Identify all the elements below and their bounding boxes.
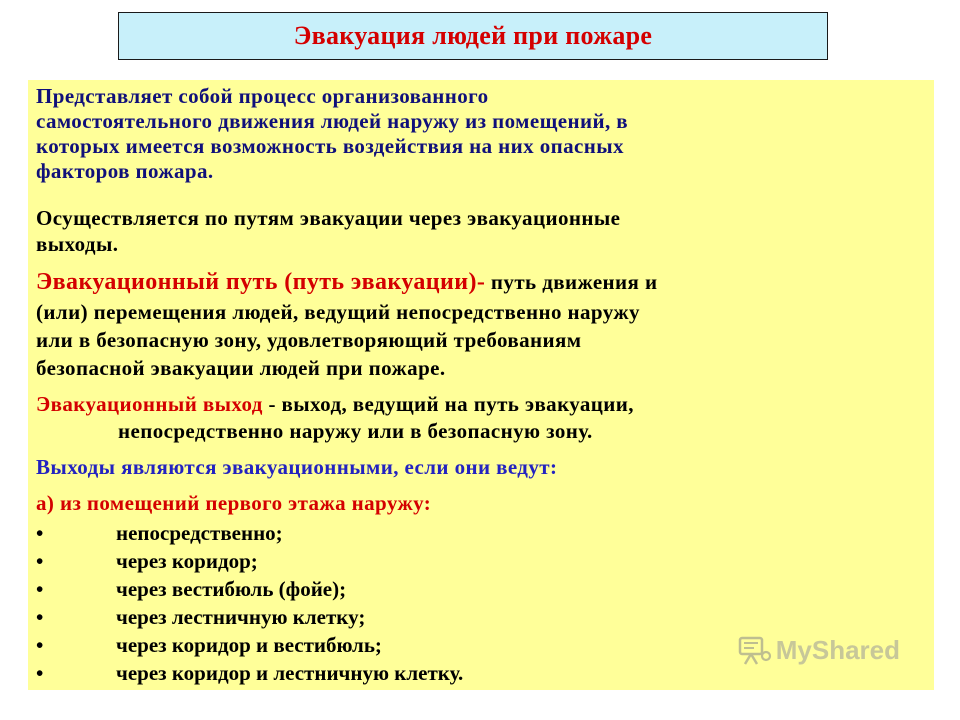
bullet-icon: • (36, 605, 44, 629)
projector-logo-icon (736, 636, 772, 666)
list-item-text: непосредственно; (116, 521, 283, 545)
para1-line: самостоятельного движения людей наружу из помещений, в (36, 109, 628, 133)
bullet-icon: • (36, 633, 44, 657)
watermark (736, 635, 900, 666)
para3-line: (или) перемещения людей, ведущий непосредственно наружу (36, 300, 640, 324)
para6: а) из помещений первого этажа наружу: (36, 491, 432, 515)
list-item-text: через коридор и лестничную клетку. (116, 661, 464, 685)
bullet-icon: • (36, 521, 44, 545)
watermark-text: MyShared (775, 635, 900, 665)
para1-line: которых имеется возможность воздействия на них опасных (36, 134, 624, 158)
para4-rest: - выход, ведущий на путь эвакуации, (262, 392, 634, 416)
para2-line: Осуществляется по путям эвакуации через эвакуационные (36, 206, 621, 230)
para3-line: безопасной эвакуации людей при пожаре. (36, 356, 446, 380)
list-item (36, 549, 258, 574)
list-item (36, 521, 283, 546)
evacuation-path-term: Эвакуационный путь (путь эвакуации)- (36, 269, 486, 295)
bullet-icon: • (36, 549, 44, 573)
para2-line: выходы. (36, 232, 119, 256)
para3-rest: путь движения и (485, 270, 658, 294)
list-item (36, 605, 365, 630)
bullet-icon: • (36, 577, 44, 601)
bullet-icon: • (36, 661, 44, 685)
list-item-text: через коридор; (116, 549, 258, 573)
para3-first-line (36, 270, 657, 295)
list-item (36, 661, 463, 686)
evacuation-exit-term: Эвакуационный выход (36, 392, 263, 416)
list-item (36, 577, 346, 602)
para5: Выходы являются эвакуационными, если они ведут: (36, 455, 558, 479)
content-panel (28, 80, 934, 690)
para4-first-line (36, 392, 634, 417)
list-item-text: через лестничную клетку; (116, 605, 366, 629)
para4-line2: непосредственно наружу или в безопасную зону. (118, 419, 593, 443)
list-item-text: через вестибюль (фойе); (116, 577, 347, 601)
para3-line: или в безопасную зону, удовлетворяющий требованиям (36, 328, 582, 352)
list-item-text: через коридор и вестибюль; (116, 633, 382, 657)
slide-title: Эвакуация людей при пожаре (293, 21, 653, 50)
para1-line: Представляет собой процесс организованного (36, 84, 489, 108)
list-item (36, 633, 382, 658)
title-box (118, 12, 828, 60)
para1-line: факторов пожара. (36, 159, 214, 183)
